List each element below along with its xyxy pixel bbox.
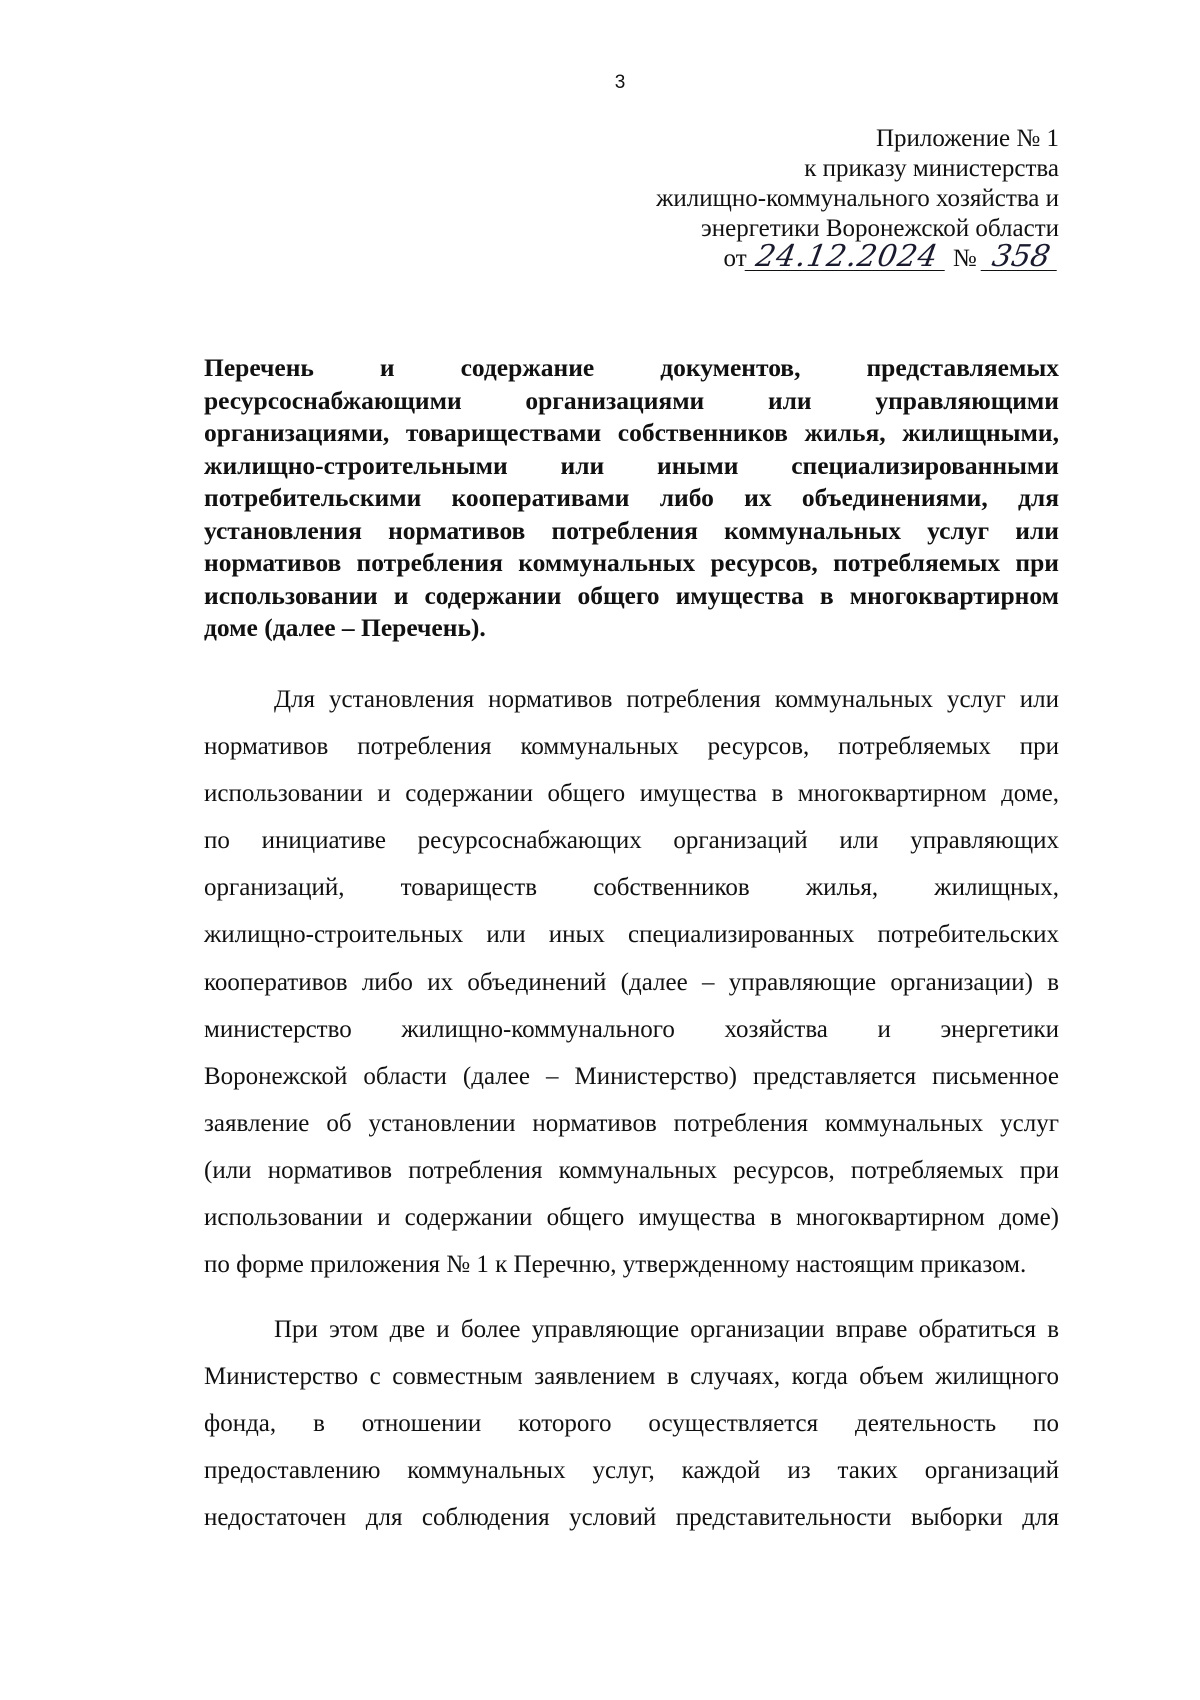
paragraph-line: министерство жилищно-коммунального хозяйства и энергетики xyxy=(204,1015,1059,1043)
paragraph-line: кооперативов либо их объединений (далее – управляющие организации) в xyxy=(204,968,1059,996)
paragraph-line: При этом две и более управляющие организации вправе обратиться в xyxy=(274,1316,1059,1343)
paragraph-line: нормативов потребления коммунальных ресурсов, потребляемых при xyxy=(204,733,1059,761)
appendix-line: энергетики Воронежской области xyxy=(701,215,1059,242)
title-line: организациями, товариществами собственников жилья, жилищными, xyxy=(204,418,1059,447)
appendix-line: жилищно-коммунального хозяйства и xyxy=(656,185,1059,212)
paragraph-line: Министерство с совместным заявлением в случаях, когда объем жилищного xyxy=(204,1363,1059,1391)
paragraph-line: жилищно-строительных или иных специализированных потребительских xyxy=(204,921,1059,949)
paragraph-line: по инициативе ресурсоснабжающих организаций или управляющих xyxy=(204,827,1059,855)
title-line: доме (далее – Перечень). xyxy=(204,613,486,642)
page-number: 3 xyxy=(614,72,626,93)
paragraph-line: организаций, товариществ собственников жилья, жилищных, xyxy=(204,874,1059,902)
paragraph-line: использовании и содержании общего имущества в многоквартирном доме) xyxy=(204,1204,1059,1232)
appendix-line: Приложение № 1 xyxy=(875,125,1059,152)
paragraph-line: по форме приложения № 1 к Перечню, утвержденному настоящим приказом. xyxy=(204,1251,1027,1279)
appendix-line: к приказу министерства xyxy=(804,155,1059,182)
paragraph-line: Воронежской области (далее – Министерство) представляется письменное xyxy=(204,1062,1059,1090)
title-line: Перечень и содержание документов, представляемых xyxy=(204,353,1059,382)
title-line: нормативов потребления коммунальных ресурсов, потребляемых при xyxy=(204,548,1059,577)
paragraph-line: использовании и содержании общего имущества в многоквартирном доме, xyxy=(204,780,1059,808)
paragraph-2 xyxy=(204,1306,1059,1541)
document-title xyxy=(204,352,1059,645)
paragraph-line: фонда, в отношении которого осуществляется деятельность по xyxy=(204,1410,1059,1438)
title-line: использовании и содержании общего имущества в многоквартирном xyxy=(204,580,1059,610)
title-line: жилищно-строительными или иными специализированными xyxy=(204,450,1059,480)
title-line: ресурсоснабжающими организациями или управляющими xyxy=(204,385,1059,415)
paragraph-line: (или нормативов потребления коммунальных ресурсов, потребляемых при xyxy=(204,1156,1059,1184)
handwritten-date: 24.12.2024 xyxy=(744,244,949,271)
appendix-header xyxy=(656,124,1059,274)
number-label: № xyxy=(952,245,977,272)
paragraph-1 xyxy=(204,676,1059,1288)
paragraph-line: недостаточен для соблюдения условий представительности выборки для xyxy=(204,1504,1059,1532)
title-line: потребительскими кооперативами либо их объединениями, для xyxy=(204,483,1059,512)
paragraph-line: предоставлению коммунальных услуг, каждой из таких организаций xyxy=(204,1457,1059,1485)
title-line: установления нормативов потребления коммунальных услуг или xyxy=(204,515,1059,545)
order-date-number-line xyxy=(656,239,1059,274)
paragraph-line: заявление об установлении нормативов потребления коммунальных услуг xyxy=(204,1109,1059,1137)
from-label: от xyxy=(723,245,747,272)
paragraph-line: Для установления нормативов потребления коммунальных услуг или xyxy=(274,686,1059,713)
handwritten-order-number: 358 xyxy=(981,244,1062,271)
